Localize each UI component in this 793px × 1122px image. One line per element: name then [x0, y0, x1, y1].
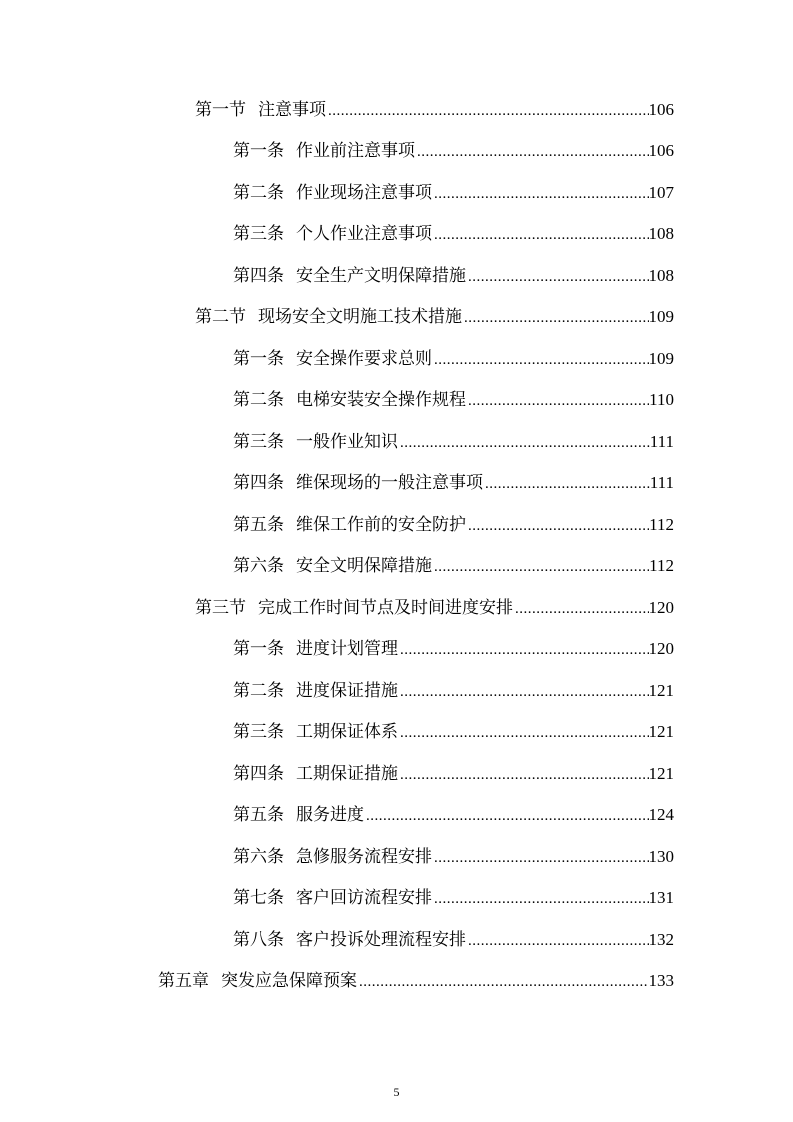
toc-entry[interactable]	[0, 89, 793, 131]
toc-entry-title: 电梯安装安全操作规程	[296, 390, 466, 411]
toc-entry-page: 121	[648, 680, 674, 700]
toc-entry-number: 第五章	[158, 971, 209, 992]
toc-entry-number: 第六条	[233, 556, 284, 577]
toc-entry-page: 124	[648, 805, 674, 825]
toc-entry[interactable]	[0, 546, 793, 588]
toc-entry-page: 120	[648, 597, 674, 617]
toc-entry-title: 作业现场注意事项	[296, 182, 432, 203]
dot-leader	[483, 474, 650, 494]
toc-entry-number: 第一节	[195, 99, 246, 120]
toc-entry-number: 第四条	[233, 763, 284, 784]
table-of-contents	[0, 89, 793, 1002]
dot-leader	[398, 640, 649, 660]
dot-leader	[466, 267, 649, 287]
toc-entry-page: 106	[648, 141, 674, 161]
toc-entry-number: 第一条	[233, 141, 284, 162]
toc-entry-title: 突发应急保障预案	[221, 971, 357, 992]
dot-leader	[432, 184, 649, 204]
toc-entry[interactable]	[0, 380, 793, 422]
toc-entry-title: 客户投诉处理流程安排	[296, 929, 466, 950]
toc-entry[interactable]	[0, 919, 793, 961]
dot-leader	[432, 848, 649, 868]
toc-entry[interactable]	[0, 878, 793, 920]
toc-entry-page: 108	[648, 224, 674, 244]
toc-entry-page: 112	[649, 514, 674, 534]
toc-entry-title: 维保工作前的安全防护	[296, 514, 466, 535]
dot-leader	[432, 350, 649, 370]
toc-entry[interactable]	[0, 297, 793, 339]
toc-entry-title: 服务进度	[296, 805, 364, 826]
toc-entry-title: 现场安全文明施工技术措施	[258, 307, 462, 328]
dot-leader	[357, 972, 649, 992]
dot-leader	[432, 889, 649, 909]
toc-entry-page: 121	[648, 722, 674, 742]
page-number: 5	[393, 1085, 400, 1099]
toc-entry-page: 133	[648, 971, 674, 991]
toc-entry[interactable]	[0, 587, 793, 629]
dot-leader	[415, 142, 649, 162]
toc-entry-number: 第二节	[195, 307, 246, 328]
toc-entry-page: 108	[648, 265, 674, 285]
toc-entry-title: 注意事项	[258, 99, 326, 120]
toc-entry-page: 111	[649, 431, 674, 451]
toc-entry[interactable]	[0, 421, 793, 463]
dot-leader	[466, 931, 649, 951]
toc-entry-number: 第五条	[233, 805, 284, 826]
toc-entry-page: 111	[649, 473, 674, 493]
toc-entry-number: 第一条	[233, 639, 284, 660]
toc-entry-number: 第四条	[233, 473, 284, 494]
toc-entry[interactable]	[0, 670, 793, 712]
toc-entry[interactable]	[0, 712, 793, 754]
toc-entry-page: 120	[648, 639, 674, 659]
toc-entry-number: 第二条	[233, 390, 284, 411]
toc-entry-title: 工期保证体系	[296, 722, 398, 743]
toc-entry-page: 107	[648, 182, 674, 202]
toc-entry[interactable]	[0, 131, 793, 173]
dot-leader	[398, 765, 649, 785]
toc-entry-number: 第五条	[233, 514, 284, 535]
toc-entry[interactable]	[0, 836, 793, 878]
dot-leader	[513, 599, 649, 619]
toc-entry[interactable]	[0, 255, 793, 297]
dot-leader	[466, 516, 649, 536]
toc-entry-title: 客户回访流程安排	[296, 888, 432, 909]
toc-entry[interactable]	[0, 629, 793, 671]
toc-entry-number: 第三条	[233, 722, 284, 743]
toc-entry-page: 110	[649, 390, 674, 410]
toc-entry-title: 进度计划管理	[296, 639, 398, 660]
toc-entry-number: 第八条	[233, 929, 284, 950]
toc-entry-number: 第二条	[233, 680, 284, 701]
toc-entry-title: 维保现场的一般注意事项	[296, 473, 483, 494]
toc-entry[interactable]	[0, 753, 793, 795]
toc-entry-title: 安全生产文明保障措施	[296, 265, 466, 286]
toc-entry[interactable]	[0, 172, 793, 214]
dot-leader	[462, 308, 649, 328]
dot-leader	[432, 225, 649, 245]
toc-entry[interactable]	[0, 795, 793, 837]
toc-entry-number: 第七条	[233, 888, 284, 909]
toc-entry-page: 106	[648, 99, 674, 119]
dot-leader	[466, 391, 649, 411]
toc-entry-number: 第三节	[195, 597, 246, 618]
dot-leader	[398, 723, 649, 743]
dot-leader	[398, 682, 649, 702]
toc-entry-number: 第四条	[233, 265, 284, 286]
toc-entry-title: 一般作业知识	[296, 431, 398, 452]
dot-leader	[398, 433, 650, 453]
toc-entry[interactable]	[0, 338, 793, 380]
dot-leader	[326, 101, 649, 121]
toc-entry-number: 第三条	[233, 224, 284, 245]
toc-entry-title: 完成工作时间节点及时间进度安排	[258, 597, 513, 618]
toc-entry[interactable]	[0, 504, 793, 546]
toc-entry[interactable]	[0, 961, 793, 1003]
toc-entry[interactable]	[0, 463, 793, 505]
toc-entry-page: 121	[648, 763, 674, 783]
toc-entry-title: 急修服务流程安排	[296, 846, 432, 867]
toc-entry-title: 工期保证措施	[296, 763, 398, 784]
toc-entry-title: 个人作业注意事项	[296, 224, 432, 245]
dot-leader	[432, 557, 649, 577]
toc-entry-page: 112	[649, 556, 674, 576]
toc-entry-title: 进度保证措施	[296, 680, 398, 701]
toc-entry-number: 第三条	[233, 431, 284, 452]
toc-entry-title: 安全文明保障措施	[296, 556, 432, 577]
toc-entry-page: 130	[648, 846, 674, 866]
toc-entry-page: 109	[648, 307, 674, 327]
toc-entry-title: 安全操作要求总则	[296, 348, 432, 369]
dot-leader	[364, 806, 649, 826]
toc-entry-number: 第二条	[233, 182, 284, 203]
toc-entry-number: 第六条	[233, 846, 284, 867]
toc-entry-page: 132	[648, 929, 674, 949]
toc-entry[interactable]	[0, 214, 793, 256]
toc-entry-title: 作业前注意事项	[296, 141, 415, 162]
toc-entry-page: 131	[648, 888, 674, 908]
toc-entry-page: 109	[648, 348, 674, 368]
toc-entry-number: 第一条	[233, 348, 284, 369]
